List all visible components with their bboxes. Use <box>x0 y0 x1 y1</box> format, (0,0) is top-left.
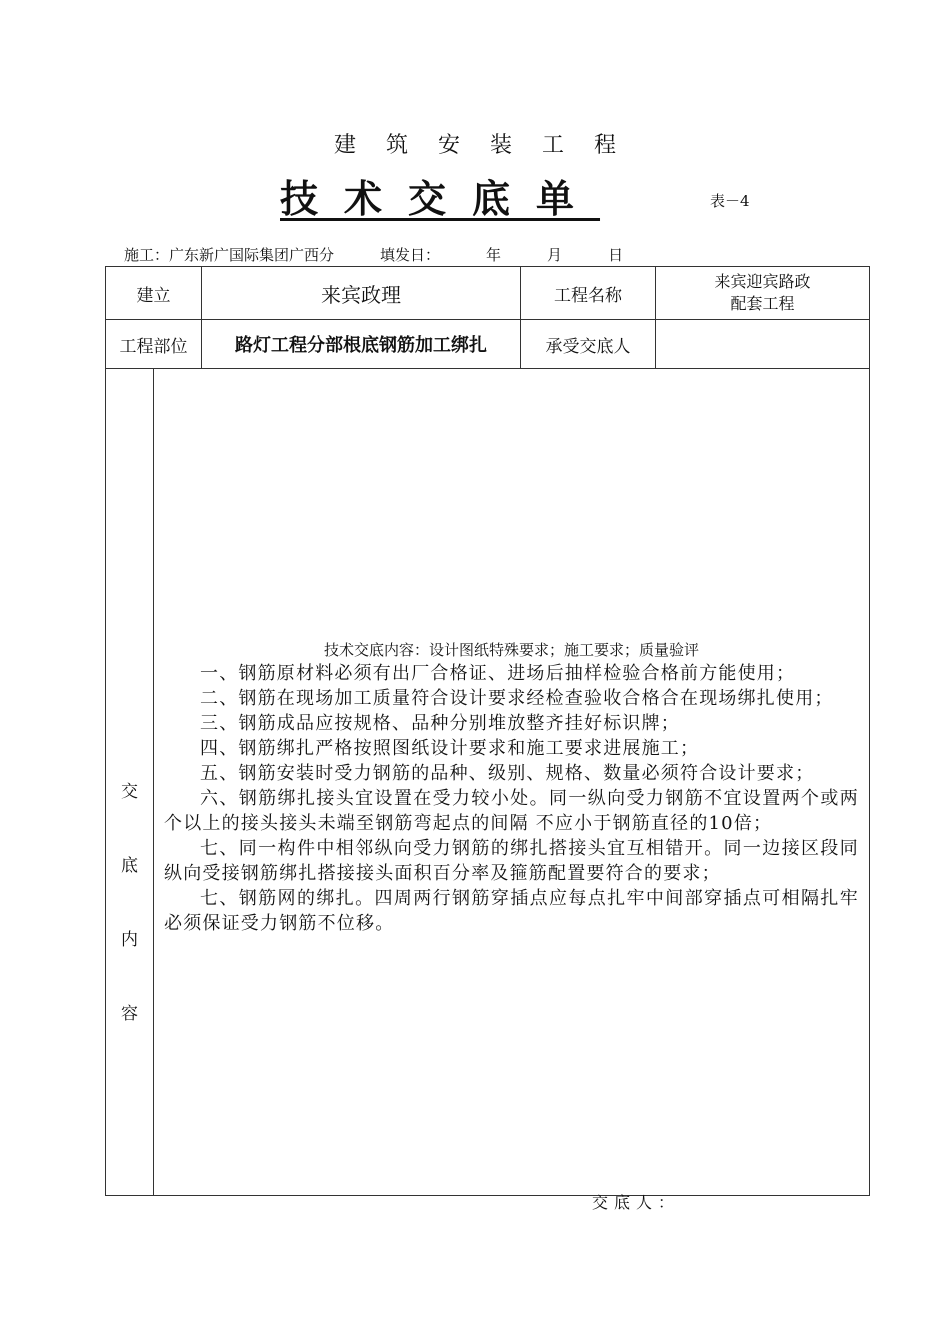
handover-by-label: 交底人： <box>592 1193 681 1212</box>
fill-date-label: 填发日： <box>380 246 441 264</box>
content-body <box>154 369 870 1196</box>
project-name-line2: 配套工程 <box>730 294 795 313</box>
content-paragraph: 二、钢筋在现场加工质量符合设计要求经检查验收合格合在现场绑扎使用； <box>200 687 834 709</box>
content-side-label <box>106 369 154 1196</box>
side-char: 内 <box>121 929 138 950</box>
form-number: 表－4 <box>710 192 750 210</box>
date-day-label: 日 <box>608 246 624 264</box>
issuer-label: 施工：广东新广国际集团广西分 <box>124 246 335 264</box>
label-project-name: 工程名称 <box>521 267 656 320</box>
content-paragraph: 五、钢筋安装时受力钢筋的品种、级别、规格、数量必须符合设计要求； <box>200 762 815 784</box>
value-construction-unit: 来宾政理 <box>202 267 521 320</box>
side-char: 交 <box>121 781 138 802</box>
handover-form-table <box>105 266 870 1196</box>
content-paragraph: 七、钢筋网的绑扎。四周两行钢筋穿插点应每点扎牢中间部穿插点可相隔扎牢必须保证受力钢筋不位移。 <box>164 887 859 934</box>
form-row-content <box>106 369 870 1196</box>
label-construction-unit: 建立 <box>106 267 202 320</box>
form-row-project <box>106 267 870 320</box>
form-row-part <box>106 320 870 369</box>
side-char: 容 <box>121 1003 138 1024</box>
content-paragraph: 六、钢筋绑扎接头宜设置在受力较小处。同一纵向受力钢筋不宜设置两个或两个以上的接头接头未端至钢筋弯起点的间隔 不应小于钢筋直径的10倍； <box>164 787 859 834</box>
content-paragraph: 四、钢筋绑扎严格按照图纸设计要求和施工要求进展施工； <box>200 737 700 759</box>
label-recipient: 承受交底人 <box>521 320 656 369</box>
content-paragraph: 三、钢筋成品应按规格、品种分别堆放整齐挂好标识牌； <box>200 712 680 734</box>
value-project-part: 路灯工程分部根底钢筋加工绑扎 <box>202 320 521 369</box>
document-title: 技术交底单 <box>280 176 601 221</box>
content-header: 技术交底内容：设计图纸特殊要求；施工要求；质量验评 <box>323 640 699 659</box>
value-project-name <box>656 267 870 320</box>
project-name-line1: 来宾迎宾路政 <box>714 272 811 291</box>
issuer-row <box>124 244 669 265</box>
side-char: 底 <box>121 855 138 876</box>
content-paragraph: 一、钢筋原材料必须有出厂合格证、进场后抽样检验合格前方能使用； <box>200 662 796 684</box>
document-subtitle: 建筑安装工程 <box>333 133 646 158</box>
value-recipient <box>656 320 870 369</box>
date-year-label: 年 <box>486 246 502 264</box>
label-project-part: 工程部位 <box>106 320 202 369</box>
date-month-label: 月 <box>547 246 563 264</box>
content-paragraph: 七、同一构件中相邻纵向受力钢筋的绑扎搭接头宜互相错开。同一边接区段同纵向受接钢筋绑扎搭接接头面积百分率及箍筋配置要符合的要求； <box>164 837 859 884</box>
